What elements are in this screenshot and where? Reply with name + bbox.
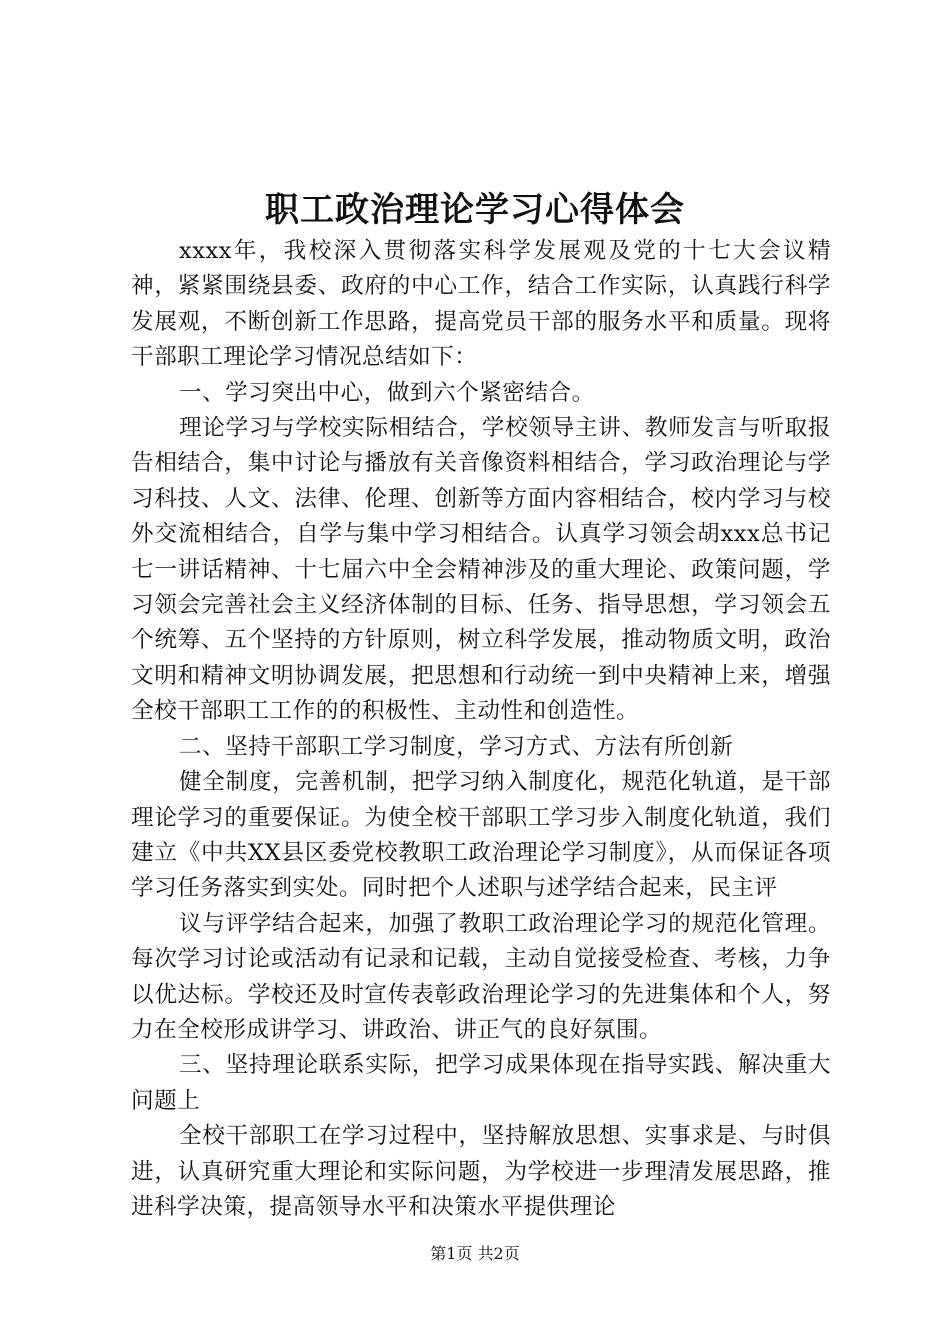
section-heading-2: 二、坚持干部职工学习制度，学习方式、方法有所创新 bbox=[179, 733, 734, 760]
paragraph-section-2b: 议与评学结合起来，加强了教职工政治理论学习的规范化管理。每次学习讨论或活动有记录和记载，主动自觉接受检查、考核，力争以优达标。学校还及时宣传表彰政治理论学习的先进集体和个人，努力在全校形成讲学习、讲政治、讲正气的良好氛围。 bbox=[131, 910, 831, 1043]
paragraph-intro: xxxx年，我校深入贯彻落实科学发展观及党的十七大会议精神，紧紧围绕县委、政府的中心工作，结合工作实际，认真践行科学发展观，不断创新工作思路，提高党员干部的服务水平和质量。现将干部职工理论学习情况总结如下： bbox=[131, 238, 831, 371]
section-heading-1: 一、学习突出中心，做到六个紧密结合。 bbox=[179, 379, 595, 406]
paragraph-section-3: 全校干部职工在学习过程中，坚持解放思想、实事求是、与时俱进，认真研究重大理论和实际问题，为学校进一步理清发展思路，推进科学决策，提高领导水平和决策水平提供理论 bbox=[131, 1123, 831, 1220]
paragraph-section-1: 理论学习与学校实际相结合，学校领导主讲、教师发言与听取报告相结合，集中讨论与播放有关音像资料相结合，学习政治理论与学习科技、人文、法律、伦理、创新等方面内容相结合，校内学习与校外交流相结合，自学与集中学习相结合。认真学习领会胡xxx总书记七一讲话精神、十七届六中全会精神涉及的重大理论、政策问题，学习领会完善社会主义经济体制的目标、任务、指导思想，学习领会五个统筹、五个坚持的方针原则，树立科学发展，推动物质文明，政治文明和精神文明协调发展，把思想和行动统一到中央精神上来，增强全校干部职工工作的的积极性、主动性和创造性。 bbox=[131, 415, 831, 725]
page-number-footer: 第1页 共2页 bbox=[430, 1244, 520, 1263]
section-heading-3: 三、坚持理论联系实际，把学习成果体现在指导实践、解决重大问题上 bbox=[131, 1052, 831, 1114]
paragraph-section-2a: 健全制度，完善机制，把学习纳入制度化，规范化轨道，是干部理论学习的重要保证。为使全校干部职工学习步入制度化轨道，我们建立《中共XX县区委党校教职工政治理论学习制度》，从而保证各项学习任务落实到实处。同时把个人述职与述学结合起来，民主评 bbox=[131, 769, 831, 902]
document-title: 职工政治理论学习心得体会 bbox=[265, 190, 685, 230]
document-body bbox=[131, 234, 831, 1225]
